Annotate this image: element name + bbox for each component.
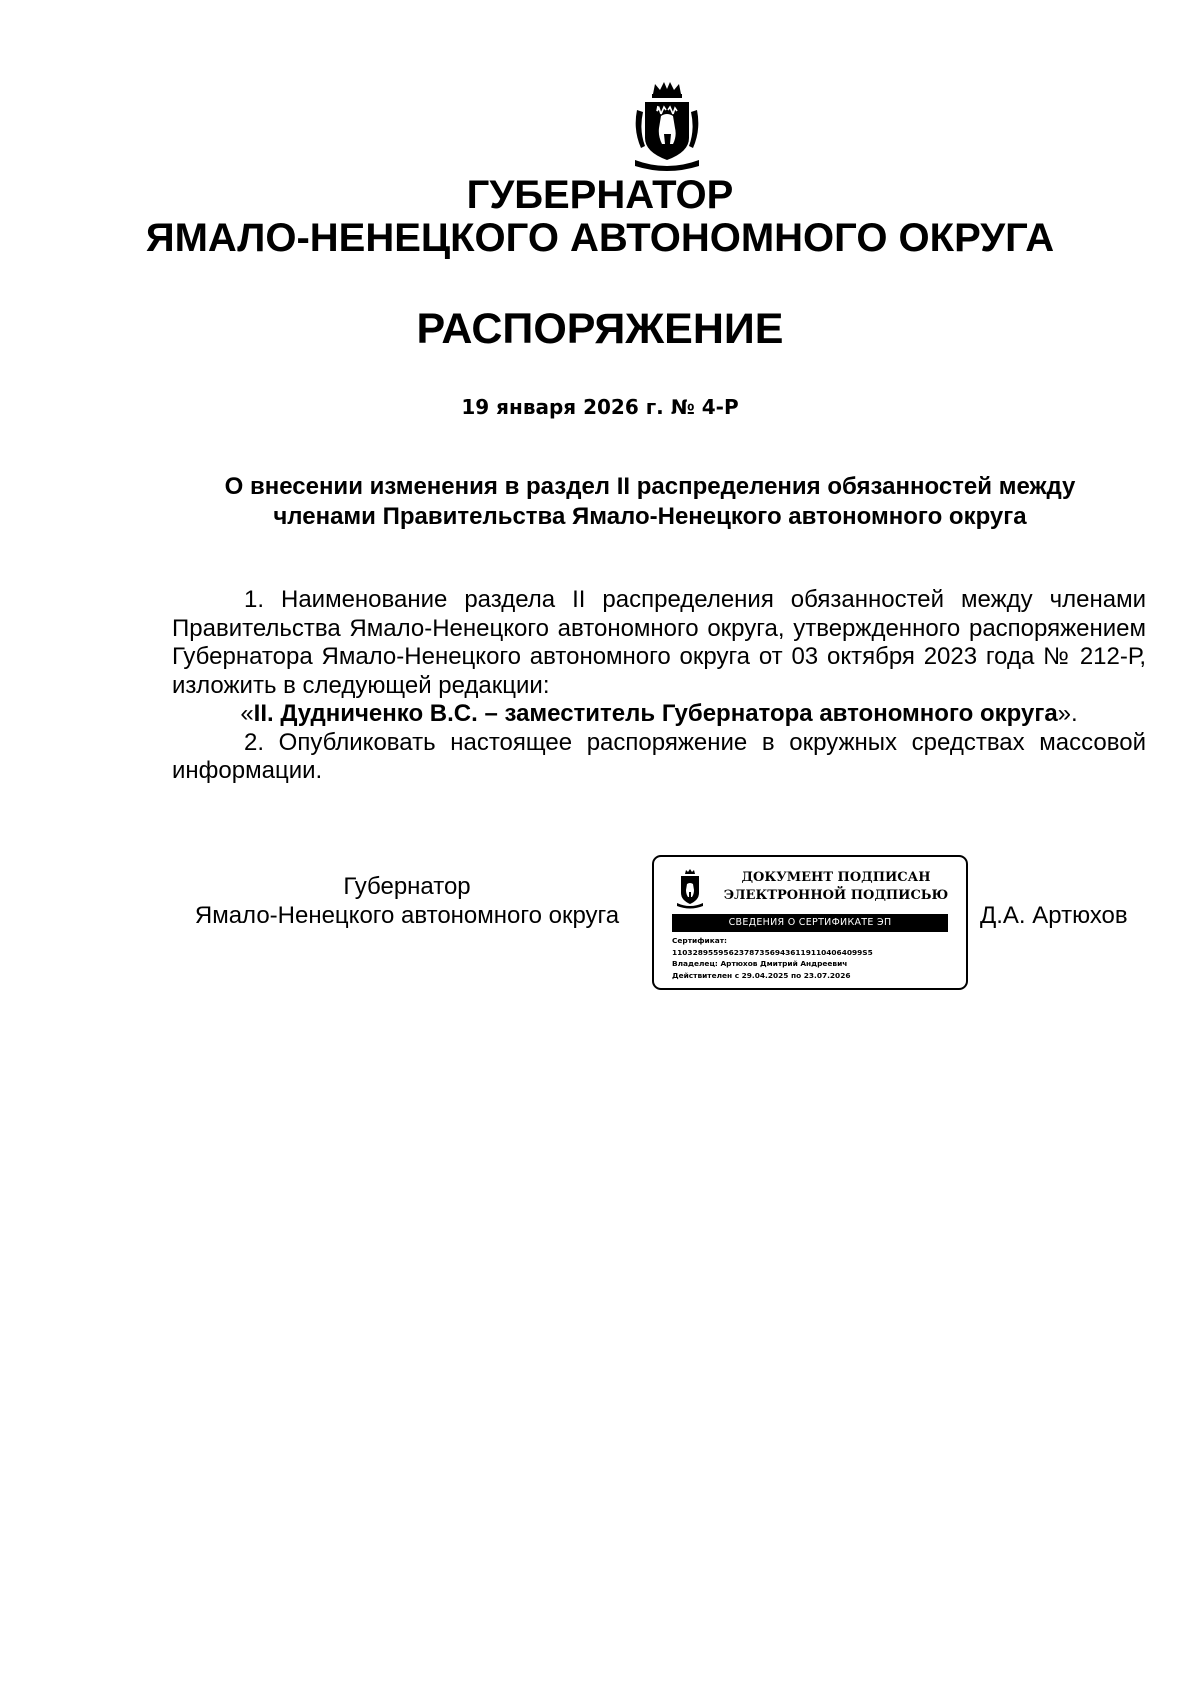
- document-subject: [172, 472, 1128, 532]
- signatory-position: [172, 872, 642, 930]
- stamp-coat-of-arms-icon: [676, 869, 704, 909]
- certificate-info-bar: СВЕДЕНИЯ О СЕРТИФИКАТЕ ЭП: [672, 914, 948, 932]
- authority-region: ЯМАЛО-НЕНЕЦКОГО АВТОНОМНОГО ОКРУГА: [145, 216, 1055, 260]
- certificate-details: [672, 935, 952, 981]
- certificate-owner: Владелец: Артюхов Дмитрий Андреевич: [672, 959, 848, 968]
- stamp-title: [718, 869, 954, 905]
- stamp-title-line-2: ЭЛЕКТРОННОЙ ПОДПИСЬЮ: [723, 888, 949, 903]
- quote-close: ».: [1057, 700, 1078, 727]
- document-body: [172, 586, 1146, 786]
- certificate-number: 1103289559562378735694361191104064099S5: [672, 947, 873, 957]
- certificate-validity: Действителен с 29.04.2025 по 23.07.2026: [672, 970, 851, 980]
- date-and-number: 19 января 2026 г. № 4-Р: [461, 395, 739, 419]
- authority-title: ГУБЕРНАТОР: [466, 173, 734, 217]
- coat-of-arms-icon: [631, 80, 703, 172]
- subject-line-2: членами Правительства Ямало-Ненецкого автономного округа: [273, 503, 1027, 530]
- electronic-signature-stamp: [652, 855, 968, 990]
- stamp-title-line-1: ДОКУМЕНТ ПОДПИСАН: [741, 870, 931, 885]
- paragraph-item-1: 1. Наименование раздела II распределения обязанностей между членами Правительства Ямало-Ненецкого автономного округа, утвержденного распоряжением Губернатора Ямало-Ненецкого автономного округа от 03 октября 2023 года № 212-Р, изложить в следующей редакции:: [172, 586, 1146, 699]
- quote-open: «: [240, 700, 254, 727]
- subject-line-1: О внесении изменения в раздел II распределения обязанностей между: [224, 473, 1076, 500]
- certificate-label: Сертификат:: [672, 936, 727, 945]
- signatory-position-line-2: Ямало-Ненецкого автономного округа: [194, 902, 620, 929]
- quoted-section-title: [172, 700, 1146, 729]
- signatory-name: Д.А. Артюхов: [980, 902, 1128, 929]
- signatory-position-line-1: Губернатор: [343, 873, 471, 900]
- quote-text: II. Дудниченко В.С. – заместитель Губернатора автономного округа: [253, 700, 1058, 727]
- paragraph-item-2: 2. Опубликовать настоящее распоряжение в окружных средствах массовой информации.: [172, 728, 1146, 784]
- document-type: РАСПОРЯЖЕНИЕ: [416, 305, 784, 353]
